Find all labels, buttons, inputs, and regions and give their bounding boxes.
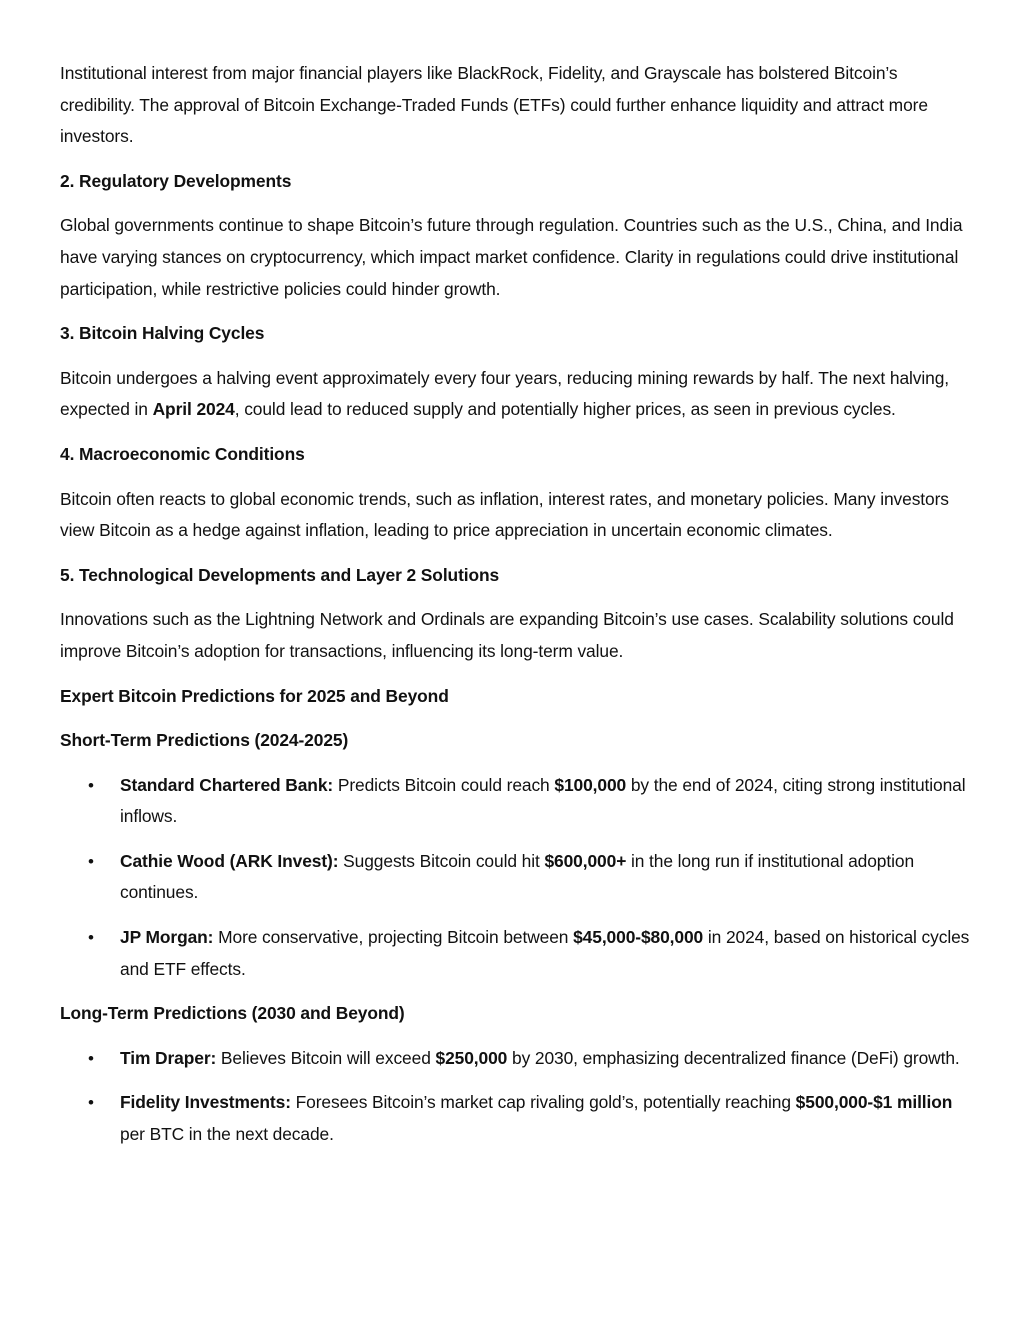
section-body-tech: Innovations such as the Lightning Network and Ordinals are expanding Bitcoin’s use cases. Scalability solutions could improve Bitcoin’s adoption for transactions, influencing its long-term value. <box>60 609 954 661</box>
list-item <box>60 922 970 985</box>
predictions-heading: Expert Bitcoin Predictions for 2025 and Beyond <box>60 685 449 706</box>
prediction-source: Cathie Wood (ARK Invest): <box>120 850 339 871</box>
prediction-value: $250,000 <box>435 1047 508 1068</box>
list-item <box>60 846 970 909</box>
list-item <box>60 1043 970 1075</box>
halving-date: April 2024 <box>152 399 235 420</box>
prediction-text: by 2030, emphasizing decentralized finance (DeFi) growth. <box>507 1047 960 1068</box>
section-heading-tech: 5. Technological Developments and Layer 2 Solutions <box>60 564 500 585</box>
prediction-text: Predicts Bitcoin could reach <box>333 774 555 795</box>
prediction-source: Fidelity Investments: <box>120 1092 291 1113</box>
prediction-text: Foresees Bitcoin’s market cap rivaling gold’s, potentially reaching <box>290 1092 796 1113</box>
section-body-macro: Bitcoin often reacts to global economic trends, such as inflation, interest rates, and monetary policies. Many investors view Bitcoin as a hedge against inflation, leading to price appreciation in uncertain economic climates. <box>60 488 949 541</box>
intro-paragraph: Institutional interest from major financial players like BlackRock, Fidelity, and Grayscale has bolstered Bitcoin’s credibility. The approval of Bitcoin Exchange-Traded Funds (ETFs) could further enhance liquidity and attract more investors. <box>60 63 928 147</box>
long-term-heading: Long-Term Predictions (2030 and Beyond) <box>60 1003 405 1024</box>
prediction-value: $45,000-$80,000 <box>573 927 704 948</box>
document-page <box>60 58 970 1164</box>
prediction-source: Standard Chartered Bank: <box>120 774 334 795</box>
short-term-list <box>60 770 970 986</box>
section-body-halving <box>60 363 970 426</box>
prediction-text: Suggests Bitcoin could hit <box>338 850 545 871</box>
section-body-regulatory: Global governments continue to shape Bitcoin’s future through regulation. Countries such as the U.S., China, and India have varying stances on cryptocurrency, which impact market confidence. Clarity in regulations could drive institutional participation, while restrictive policies could hinder growth. <box>60 215 963 299</box>
prediction-text: in the long run if institutional adoption continues. <box>120 850 915 903</box>
prediction-value: $600,000+ <box>544 850 627 871</box>
prediction-text: by the end of 2024, citing strong institutional inflows. <box>120 774 966 827</box>
prediction-source: Tim Draper: <box>120 1047 217 1068</box>
short-term-heading: Short-Term Predictions (2024-2025) <box>60 730 349 751</box>
prediction-text: in 2024, based on historical cycles and ETF effects. <box>120 927 970 979</box>
section-heading-halving: 3. Bitcoin Halving Cycles <box>60 323 265 344</box>
prediction-value: $100,000 <box>554 774 627 795</box>
prediction-source: JP Morgan: <box>120 927 214 948</box>
halving-text-before: Bitcoin undergoes a halving event approximately every four years, reducing mining rewards by half. The next halving, expected in <box>60 367 950 420</box>
list-item <box>60 770 970 833</box>
prediction-text: Believes Bitcoin will exceed <box>216 1047 436 1068</box>
long-term-list <box>60 1043 970 1151</box>
halving-text-after: , could lead to reduced supply and potentially higher prices, as seen in previous cycles. <box>234 399 896 420</box>
prediction-text: More conservative, projecting Bitcoin between <box>213 927 574 948</box>
section-heading-macro: 4. Macroeconomic Conditions <box>60 443 305 464</box>
list-item <box>60 1087 970 1150</box>
prediction-value: $500,000-$1 million <box>795 1092 953 1113</box>
prediction-text: per BTC in the next decade. <box>120 1124 334 1145</box>
section-heading-regulatory: 2. Regulatory Developments <box>60 170 292 191</box>
